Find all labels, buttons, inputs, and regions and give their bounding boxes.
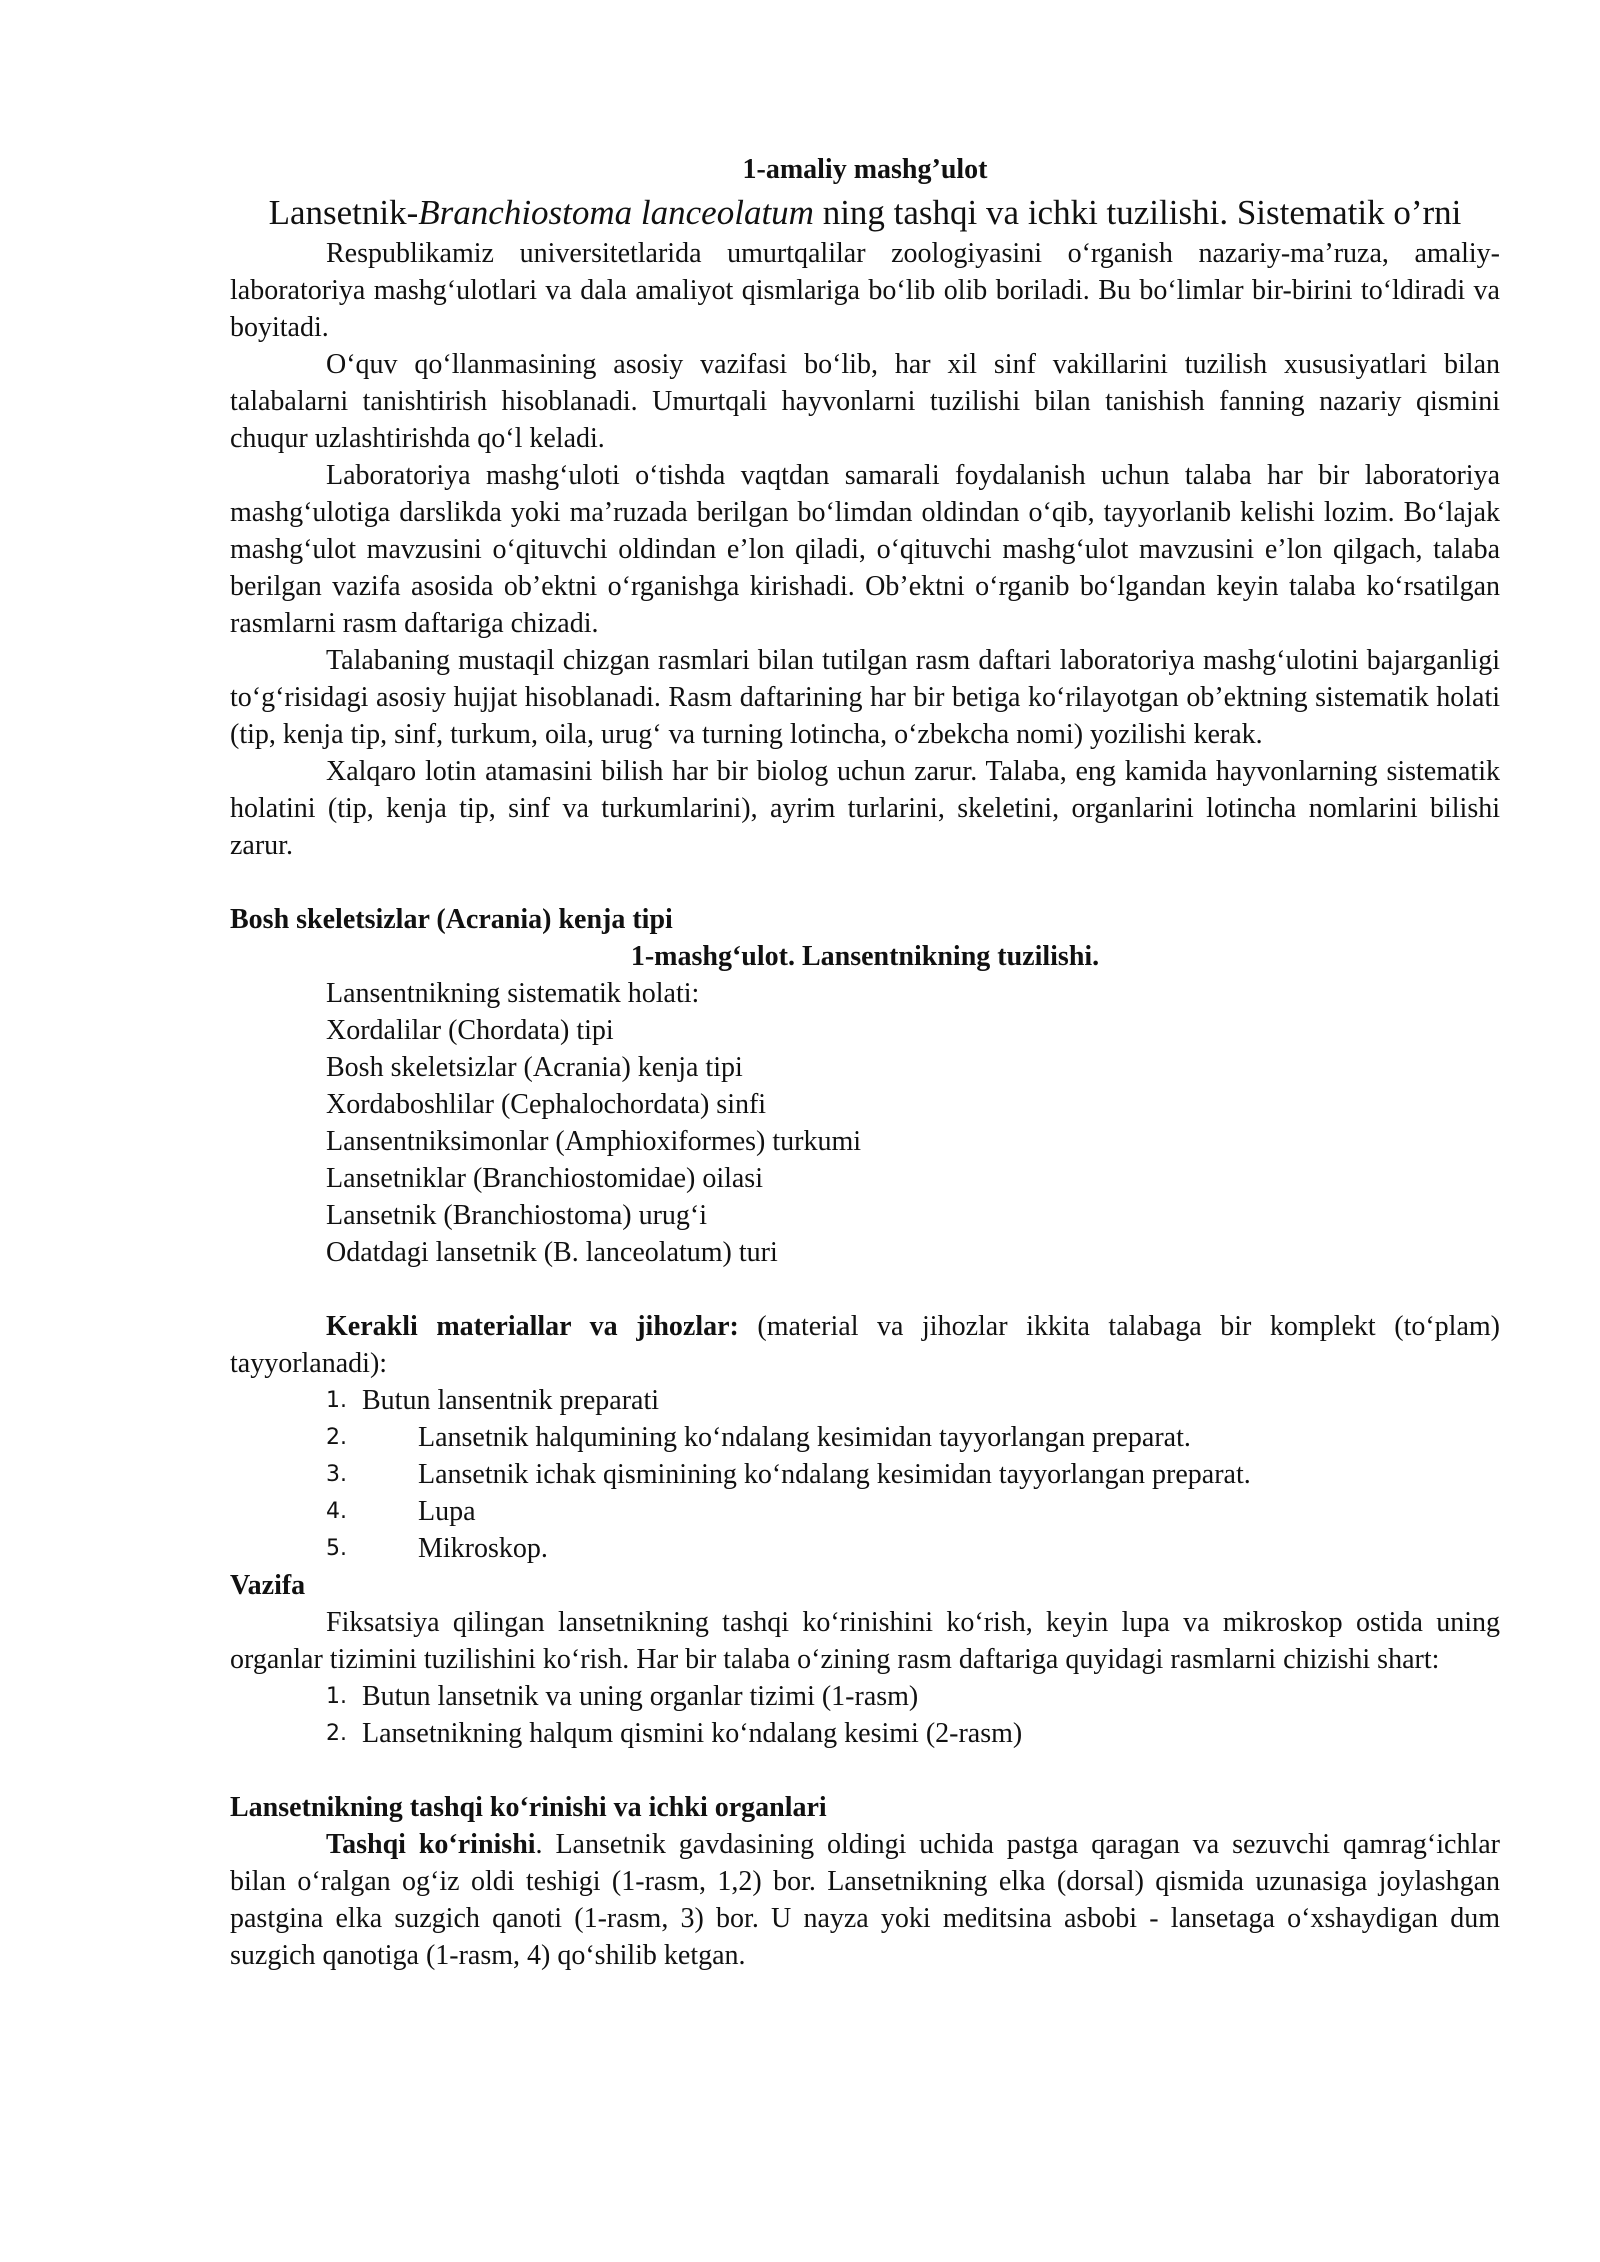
materials-list-indented [230, 1419, 1500, 1567]
intro-paragraph-3: Laboratoriya mashg‘uloti o‘tishda vaqtdan samarali foydalanish uchun talaba har bir laboratoriya mashg‘ulotiga darslikda yoki ma’ruzada berilgan bo‘limdan oldindan o‘qib, tayyorlanib kelishi lozim. Bo‘lajak mashg‘ulot mavzusini o‘qituvchi oldindan e’lon qiladi, o‘qituvchi mashg‘ulot mavzusini e’lon qilgach, talaba berilgan vazifa asosida ob’ektni o‘rganishga kirishadi. Ob’ektni o‘rganib bo‘lgandan keyin talaba ko‘rsatilgan rasmlarni rasm daftariga chizadi. [230, 460, 1500, 639]
title-suffix: ning tashqi va ichki tuzilishi. Sistematik o’rni [813, 193, 1462, 232]
list-item [326, 1530, 1500, 1567]
list-number: 1. [326, 1684, 347, 1709]
title-prefix: Lansetnik- [268, 193, 419, 232]
materials-label: Kerakli materiallar va jihozlar: [326, 1311, 739, 1342]
list-text: Lansetnik ichak qisminining ko‘ndalang kesimidan tayyorlangan preparat. [418, 1459, 1251, 1490]
systematics-line: Lansentnikning sistematik holati: [326, 978, 700, 1009]
list-number: 2. [326, 1425, 347, 1450]
external-appearance-text: . Lansetnik gavdasining oldingi uchida pastga qaragan va sezuvchi qamrag‘ichlar bilan o‘ralgan og‘iz oldi teshigi (1-rasm, 1,2) bor. Lansetnikning elka (dorsal) qismida uzunasiga joylashgan pastgina elka suzgich qanoti (1-rasm, 3) bor. U nayza yoki meditsina asbobi - lansetaga o‘xshaydigan dum suzgich qanotiga (1-rasm, 4) qo‘shilib ketgan. [230, 1829, 1500, 1971]
systematics-line: Xordaboshlilar (Cephalochordata) sinfi [326, 1089, 767, 1120]
materials-paragraph [230, 1308, 1500, 1382]
lesson-subheading: 1-mashg‘ulot. Lansentnikning tuzilishi. [630, 941, 1100, 972]
lesson-main-title [230, 190, 1500, 235]
list-text: Lansetnikning halqum qismini ko‘ndalang kesimi (2-rasm) [362, 1718, 1023, 1749]
list-text: Lupa [418, 1496, 476, 1527]
list-text: Lansetnik halqumining ko‘ndalang kesimidan tayyorlangan preparat. [418, 1422, 1191, 1453]
intro-paragraph-4: Talabaning mustaqil chizgan rasmlari bilan tutilgan rasm daftari laboratoriya mashg‘ulotini bajarganligi to‘g‘risidagi asosiy hujjat hisoblanadi. Rasm daftarining har bir betiga ko‘rilayotgan ob’ektning sistematik holati (tip, kenja tip, sinf, turkum, oila, urug‘ va turning lotincha, o‘zbekcha nomi) yozilishi kerak. [230, 645, 1500, 750]
systematics-line: Xordalilar (Chordata) tipi [326, 1015, 614, 1046]
intro-paragraph-2: O‘quv qo‘llanmasining asosiy vazifasi bo‘lib, har xil sinf vakillarini tuzilish xususiyatlari bilan talabalarni tanishtirish hisoblanadi. Umurtqali hayvonlarni tuzilishi bilan tanishish fanning nazariy qismini chuqur uzlashtirishda qo‘l keladi. [230, 349, 1500, 454]
title-species-italic: Branchiostoma lanceolatum [418, 193, 814, 232]
list-item [326, 1715, 1500, 1752]
spacer [230, 864, 1500, 901]
task-paragraph: Fiksatsiya qilingan lansetnikning tashqi ko‘rinishini ko‘rish, keyin lupa va mikroskop ostida uning organlar tizimini tuzilishini ko‘rish. Har bir talaba o‘zining rasm daftariga quyidagi rasmlarni chizishi shart: [230, 1607, 1500, 1675]
list-item [326, 1382, 1500, 1419]
systematics-line: Lansentniksimonlar (Amphioxiformes) turkumi [326, 1126, 862, 1157]
spacer [230, 1271, 1500, 1308]
systematics-line: Lansetniklar (Branchiostomidae) oilasi [326, 1163, 763, 1194]
list-text: Mikroskop. [418, 1533, 548, 1564]
list-number: 1. [326, 1388, 347, 1413]
task-heading: Vazifa [230, 1570, 306, 1601]
list-item [326, 1678, 1500, 1715]
spacer [230, 1752, 1500, 1789]
external-appearance-label: Tashqi ko‘rinishi [326, 1829, 536, 1860]
list-text: Butun lansentnik preparati [362, 1385, 660, 1416]
list-item [326, 1419, 1500, 1456]
section-heading-acrania: Bosh skeletsizlar (Acrania) kenja tipi [230, 904, 673, 935]
lesson-number-title: 1-amaliy mashg’ulot [742, 154, 988, 185]
systematics-list [230, 975, 1500, 1271]
list-number: 2. [326, 1721, 347, 1746]
list-item [326, 1493, 1500, 1530]
intro-paragraph-5: Xalqaro lotin atamasini bilish har bir biolog uchun zarur. Talaba, eng kamida hayvonlarning sistematik holatini (tip, kenja tip, sinf va turkumlarini), ayrim turlarini, skeletini, organlarini lotincha nomlarini bilishi zarur. [230, 756, 1500, 861]
list-text: Butun lansetnik va uning organlar tizimi (1-rasm) [362, 1681, 919, 1712]
systematics-line: Lansetnik (Branchiostoma) urug‘i [326, 1200, 708, 1231]
document-content [230, 150, 1500, 1974]
systematics-line: Bosh skeletsizlar (Acrania) kenja tipi [326, 1052, 743, 1083]
intro-paragraph-1: Respublikamiz universitetlarida umurtqalilar zoologiyasini o‘rganish nazariy-ma’ruza, amaliy-laboratoriya mashg‘ulotlari va dala amaliyot qismlariga bo‘lib olib boriladi. Bu bo‘limlar bir-birini to‘ldiradi va boyitadi. [230, 238, 1500, 343]
list-number: 3. [326, 1462, 347, 1487]
section-heading-external-internal: Lansetnikning tashqi ko‘rinishi va ichki organlari [230, 1792, 827, 1823]
list-item [326, 1456, 1500, 1493]
list-number: 5. [326, 1536, 347, 1561]
drawings-list [230, 1678, 1500, 1752]
materials-text: (material va jihozlar ikkita talabaga bir komplekt (to‘plam) tayyorlanadi): [230, 1311, 1500, 1379]
materials-list [230, 1382, 1500, 1419]
external-appearance-paragraph [230, 1826, 1500, 1974]
systematics-line: Odatdagi lansetnik (B. lanceolatum) turi [326, 1237, 778, 1268]
list-number: 4. [326, 1499, 347, 1524]
